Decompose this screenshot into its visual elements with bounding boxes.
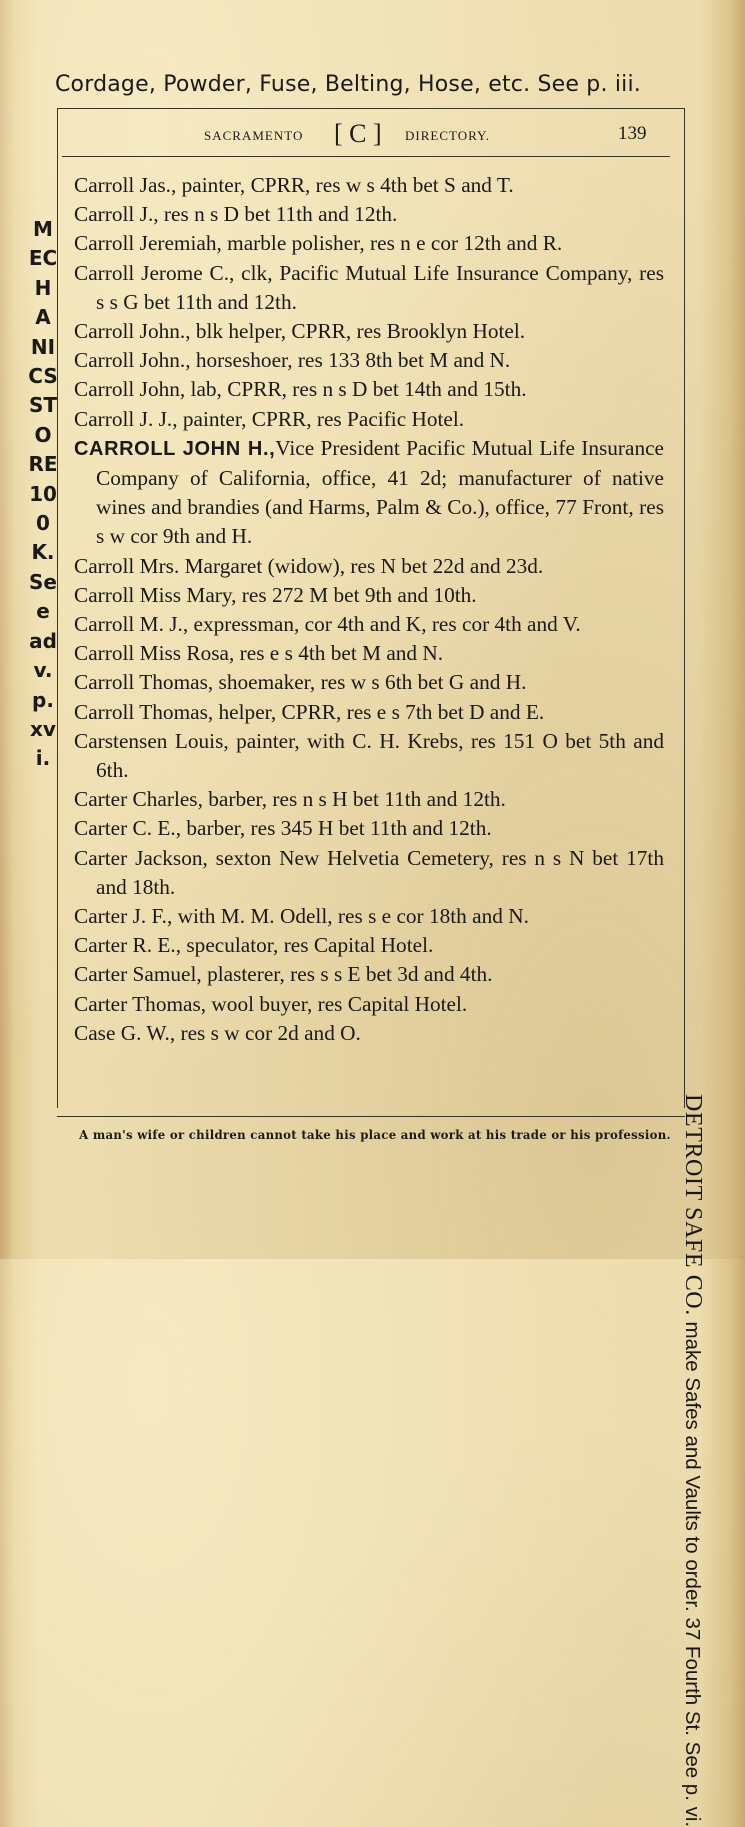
entry-name: Carter bbox=[74, 904, 128, 929]
directory-entry bbox=[74, 610, 664, 639]
entry-details: Samuel, plasterer, res s s E bet 3d and 4th. bbox=[127, 962, 493, 987]
directory-entries bbox=[74, 171, 664, 1048]
directory-entry bbox=[74, 931, 664, 960]
entry-name: Carroll bbox=[74, 260, 135, 285]
entry-name: Carroll bbox=[74, 641, 135, 666]
entry-details: Miss Rosa, res e s 4th bet M and N. bbox=[134, 641, 444, 666]
entry-name: Carroll bbox=[74, 553, 135, 578]
directory-entry bbox=[74, 581, 664, 610]
entry-name: Carter bbox=[74, 845, 128, 870]
running-head bbox=[62, 121, 670, 151]
entry-details: M. J., expressman, cor 4th and K, res cor 4th and V. bbox=[134, 612, 581, 637]
page-number: 139 bbox=[618, 123, 647, 144]
directory-entry bbox=[74, 844, 664, 902]
directory-entry-featured bbox=[74, 434, 664, 552]
entry-name: Carroll bbox=[74, 202, 135, 227]
left-margin-advertisement: MECHANICS STORE 100 K. See adv. p. xvi. bbox=[28, 217, 58, 771]
directory-entry bbox=[74, 960, 664, 989]
entry-details: Jackson, sexton New Helvetia Cemetery, res n s N bet 17th and 18th. bbox=[96, 845, 664, 899]
entry-name: Carroll bbox=[74, 173, 135, 197]
entry-details: Thomas, shoemaker, res w s 6th bet G and H. bbox=[134, 670, 527, 695]
entry-name: Carroll bbox=[74, 582, 135, 607]
directory-entry bbox=[74, 259, 664, 317]
directory-entry bbox=[74, 785, 664, 814]
entry-name: Carroll bbox=[74, 670, 135, 695]
right-ad-text: make Safes and Vaults to order. 37 Fourth St. See p. vi. bbox=[681, 1315, 704, 1827]
entry-details: Thomas, helper, CPRR, res e s 7th bet D and E. bbox=[134, 699, 545, 724]
entry-details: J. F., with M. M. Odell, res s e cor 18th and N. bbox=[127, 904, 529, 929]
directory-entry bbox=[74, 990, 664, 1019]
entry-details: Mrs. Margaret (widow), res N bet 22d and 23d. bbox=[134, 553, 544, 578]
entry-details: R. E., speculator, res Capital Hotel. bbox=[127, 933, 434, 958]
entry-details: Jas., painter, CPRR, res w s 4th bet S and T. bbox=[134, 173, 514, 197]
directory-entry bbox=[74, 317, 664, 346]
entry-name: Carroll bbox=[74, 348, 135, 373]
frame-top-rule bbox=[57, 108, 685, 109]
header-rule bbox=[62, 156, 670, 157]
entry-name: Carroll bbox=[74, 319, 135, 344]
entry-details: John., horseshoer, res 133 8th bet M and N. bbox=[134, 348, 511, 373]
entry-name: Carroll bbox=[74, 231, 135, 256]
entry-details: J. J., painter, CPRR, res Pacific Hotel. bbox=[134, 406, 465, 431]
running-head-city: SACRAMENTO bbox=[204, 128, 304, 143]
directory-entry bbox=[74, 171, 664, 200]
entry-name: Carter bbox=[74, 962, 128, 987]
frame-bottom-rule bbox=[57, 1116, 685, 1117]
entry-name-bold: CARROLL JOHN H., bbox=[74, 437, 276, 460]
entry-details: John., blk helper, CPRR, res Brooklyn Hotel. bbox=[134, 319, 526, 344]
right-margin-advertisement bbox=[679, 1094, 706, 1827]
entry-details: G. W., res s w cor 2d and O. bbox=[115, 1020, 361, 1045]
entry-name: Carter bbox=[74, 933, 128, 958]
entry-name: Carter bbox=[74, 816, 128, 841]
entry-name: Carroll bbox=[74, 612, 135, 637]
frame-right-rule bbox=[684, 108, 685, 1108]
entry-name: Carroll bbox=[74, 699, 135, 724]
directory-entry bbox=[74, 639, 664, 668]
entry-details: C. E., barber, res 345 H bet 11th and 12th. bbox=[127, 816, 492, 841]
entry-name: Case bbox=[74, 1020, 116, 1045]
running-head-letter: [ C ] bbox=[334, 119, 382, 148]
entry-details: Jeremiah, marble polisher, res n e cor 12th and R. bbox=[134, 231, 563, 256]
entry-details: Jerome C., clk, Pacific Mutual Life Insurance Company, res s s G bet 11th and 12th. bbox=[96, 260, 664, 314]
directory-entry bbox=[74, 902, 664, 931]
entry-details: Charles, barber, res n s H bet 11th and 12th. bbox=[127, 787, 506, 812]
footer-motto: A man's wife or children cannot take his place and work at his trade or his profession. bbox=[79, 1128, 671, 1142]
directory-entry bbox=[74, 375, 664, 404]
entry-details: Vice President Pacific Mutual Life Insurance Company of California, office, 41 2d; manufacturer of native wines and brandies (and Harms, Palm & Co.), office, 77 Front, res s w cor 9th and H. bbox=[96, 435, 664, 549]
entry-name: Carter bbox=[74, 991, 128, 1016]
entry-details: Miss Mary, res 272 M bet 9th and 10th. bbox=[134, 582, 477, 607]
entry-details: Louis, painter, with C. H. Krebs, res 151 O bet 5th and 6th. bbox=[96, 728, 664, 783]
entry-details: Thomas, wool buyer, res Capital Hotel. bbox=[127, 991, 468, 1016]
directory-entry bbox=[74, 698, 664, 727]
directory-entry bbox=[74, 727, 664, 785]
directory-entry bbox=[74, 405, 664, 434]
entry-details: J., res n s D bet 11th and 12th. bbox=[134, 202, 398, 227]
running-head-directory: DIRECTORY. bbox=[405, 128, 491, 143]
directory-entry bbox=[74, 552, 664, 581]
entry-name: Carter bbox=[74, 787, 128, 812]
entry-details: John, lab, CPRR, res n s D bet 14th and 15th. bbox=[134, 377, 527, 402]
entry-name: Carstensen bbox=[74, 728, 168, 753]
directory-entry bbox=[74, 1019, 664, 1048]
right-ad-company: DETROIT SAFE CO. bbox=[680, 1094, 706, 1316]
entry-name: Carroll bbox=[74, 406, 135, 431]
directory-entry bbox=[74, 229, 664, 258]
top-advertisement: Cordage, Powder, Fuse, Belting, Hose, etc. See p. iii. bbox=[55, 72, 641, 97]
directory-entry bbox=[74, 814, 664, 843]
directory-entry bbox=[74, 668, 664, 697]
directory-entry bbox=[74, 200, 664, 229]
directory-entry bbox=[74, 346, 664, 375]
entry-name: Carroll bbox=[74, 377, 135, 402]
